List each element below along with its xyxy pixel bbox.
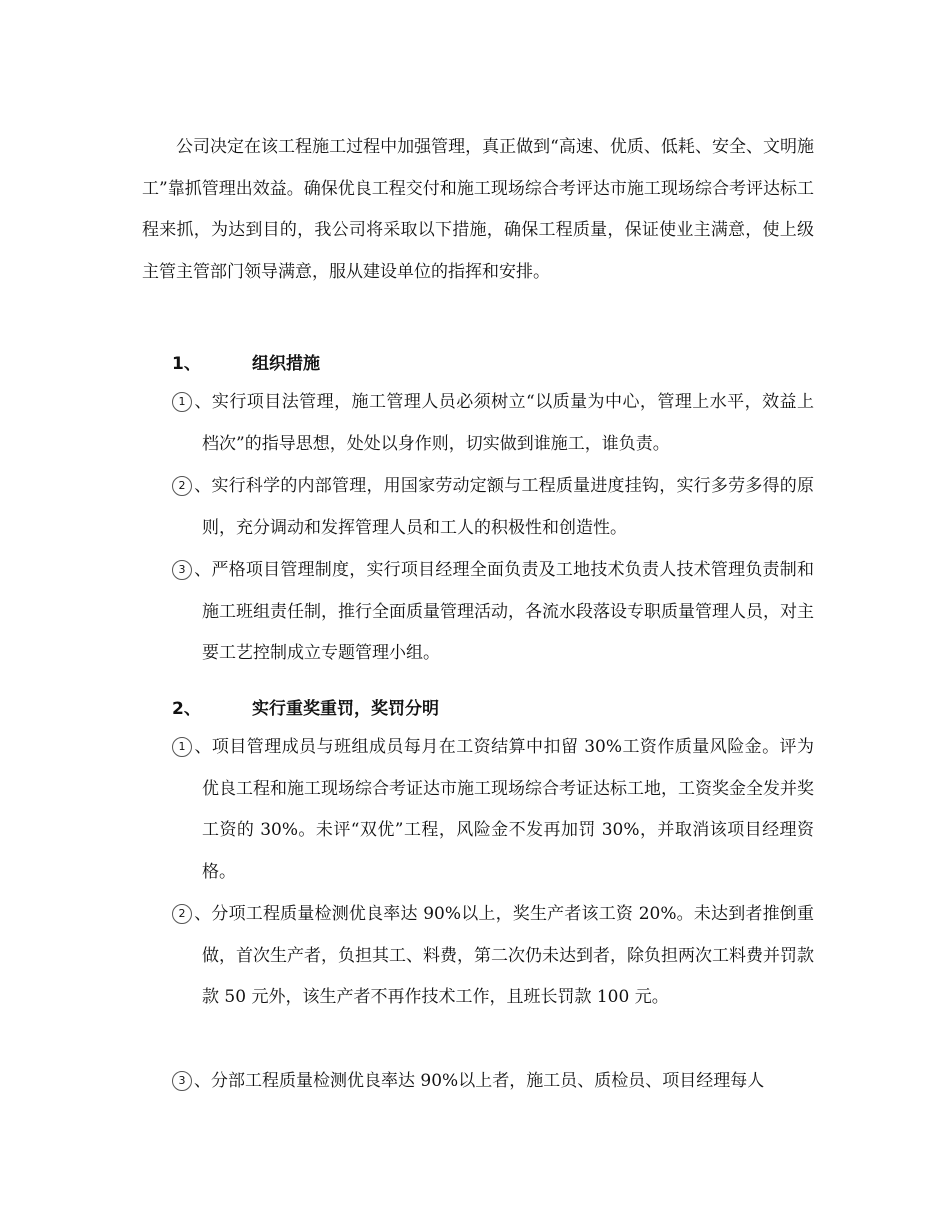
list-item-text: 、实行项目法管理，施工管理人员必须树立“以质量为中心，管理上水平，效益上档次”的指导思想，处处以身作则，切实做到谁施工，谁负责。	[194, 392, 814, 454]
section-1-heading	[172, 349, 320, 374]
section-number: 1、	[172, 354, 201, 374]
section-title: 组织措施	[252, 354, 320, 374]
section-number: 2、	[172, 699, 201, 719]
circled-number-1: 1	[172, 737, 192, 757]
list-item-text: 、项目管理成员与班组成员每月在工资结算中扣留 30%工资作质量风险金。评为优良工程和施工现场综合考证达市施工现场综合考证达标工地，工资奖金全发并奖工资的 30%。未评“双优”工程，风险金不发再加罚 30%，并取消该项目经理资格。	[194, 737, 814, 882]
list-item-text: 、分项工程质量检测优良率达 90%以上，奖生产者该工资 20%。未达到者推倒重做，首次生产者，负担其工、料费，第二次仍未达到者，除负担两次工料费并罚款款 50 元外，该生产者不再作技术工作，且班长罚款 100 元。	[194, 904, 814, 1007]
circled-number-2: 2	[172, 904, 192, 924]
list-item	[172, 550, 814, 675]
list-item	[172, 466, 814, 549]
list-item-text: 、分部工程质量检测优良率达 90%以上者，施工员、质检员、项目经理每人	[194, 1071, 765, 1091]
circled-number-1: 1	[172, 392, 192, 412]
list-item	[172, 727, 814, 893]
list-item-text: 、实行科学的内部管理，用国家劳动定额与工程质量进度挂钩，实行多劳多得的原则，充分调动和发挥管理人员和工人的积极性和创造性。	[194, 476, 814, 538]
list-item	[172, 1061, 814, 1103]
intro-paragraph: 公司决定在该工程施工过程中加强管理，真正做到“高速、优质、低耗、安全、文明施工”靠抓管理出效益。确保优良工程交付和施工现场综合考评达市施工现场综合考评达标工程来抓，为达到目的，我公司将采取以下措施，确保工程质量，保证使业主满意，使上级主管主管部门领导满意，服从建设单位的指挥和安排。	[142, 137, 814, 282]
circled-number-3: 3	[172, 560, 192, 580]
list-item	[172, 382, 814, 465]
circled-number-3: 3	[172, 1071, 192, 1091]
section-title: 实行重奖重罚，奖罚分明	[252, 699, 439, 719]
list-item	[172, 894, 814, 1019]
list-item-text: 、严格项目管理制度，实行项目经理全面负责及工地技术负责人技术管理负责制和施工班组责任制，推行全面质量管理活动，各流水段落设专职质量管理人员，对主要工艺控制成立专题管理小组。	[194, 560, 814, 663]
circled-number-2: 2	[172, 476, 192, 496]
section-2-heading	[172, 694, 439, 719]
